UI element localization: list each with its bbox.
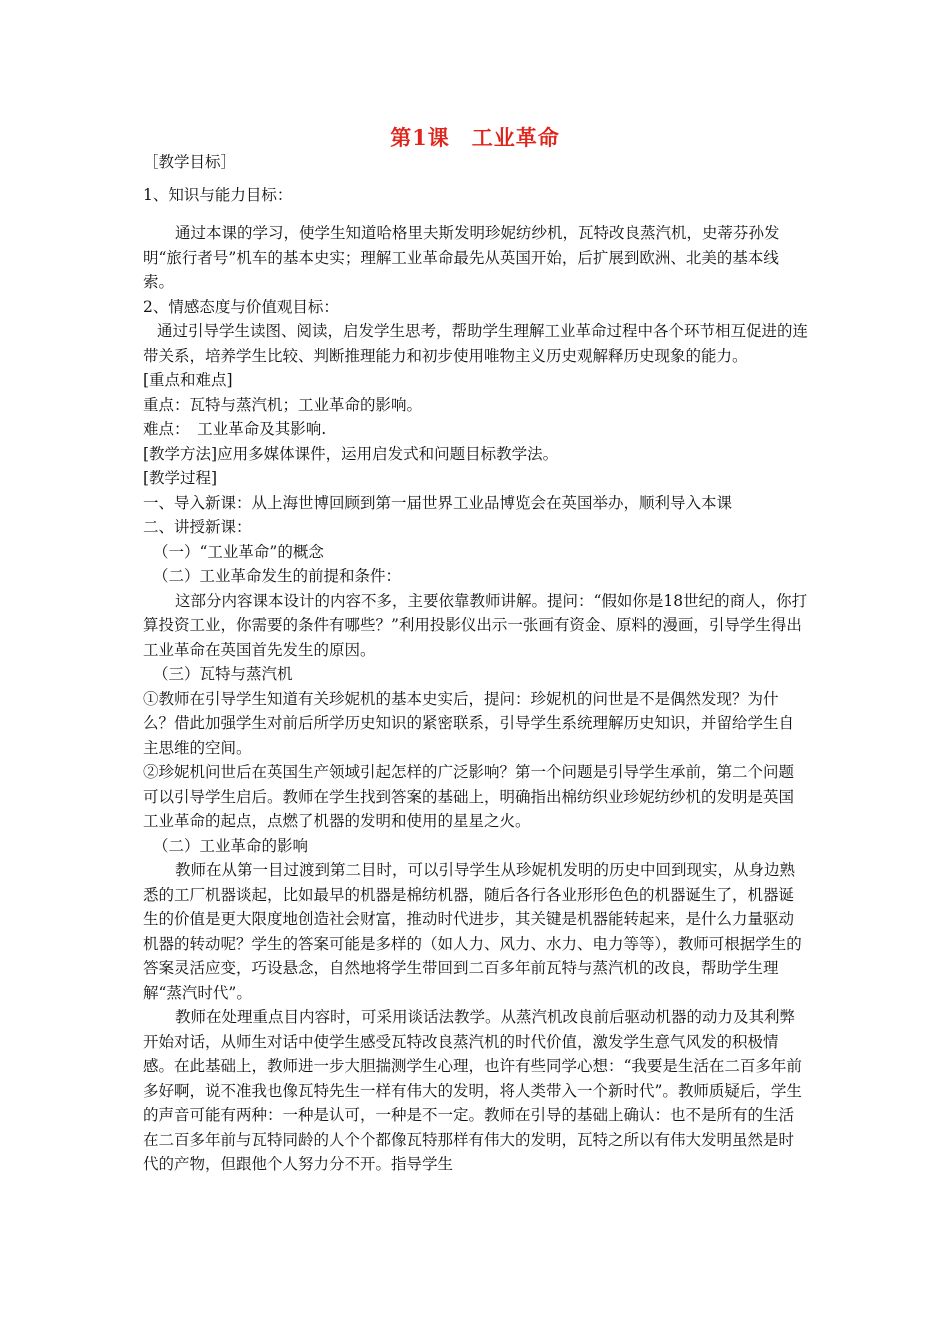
goal-knowledge-text: 通过本课的学习，使学生知道哈格里夫斯发明珍妮纺纱机，瓦特改良蒸汽机，史蒂芬孙发明“旅行者号”机车的基本史实；理解工业革命最先从英国开始，后扩展到欧洲、北美的基本线索。 xyxy=(143,224,780,291)
lesson-body xyxy=(143,150,809,1177)
process-lecture-heading: 二、讲授新课： xyxy=(143,518,252,536)
subsection-concept: （一）“工业革命”的概念 xyxy=(153,542,324,561)
watt-point-2: ②珍妮机问世后在英国生产领域引起怎样的广泛影响？第一个问题是引导学生承前，第二个问题可以引导学生启后。教师在学生找到答案的基础上，明确指出棉纺织业珍妮纺纱机的发明是英国工业革命的起点，点燃了机器的发明和使用的星星之火。 xyxy=(143,763,795,830)
teaching-method-text: [教学方法]应用多媒体课件，运用启发式和问题目标教学法。 xyxy=(143,444,559,463)
lesson-title: 第1课 工业革命 xyxy=(390,125,560,150)
goal-knowledge-heading: 1、知识与能力目标： xyxy=(143,185,293,204)
key-point-text: 重点：瓦特与蒸汽机；工业革命的影响。 xyxy=(143,395,423,414)
subsection-watt: （三）瓦特与蒸汽机 xyxy=(153,665,293,683)
goal-attitude-text: 通过引导学生读图、阅读，启发学生思考，帮助学生理解工业革命过程中各个环节相互促进的连带关系，培养学生比较、判断推理能力和初步使用唯物主义历史观解释历史现象的能力。 xyxy=(143,322,809,365)
process-intro-text: 一、导入新课：从上海世博回顾到第一届世界工业品博览会在英国举办，顺利导入本课 xyxy=(143,493,733,512)
section-heading-process: [教学过程] xyxy=(143,469,218,487)
impact-text-2: 教师在处理重点目内容时，可采用谈话法教学。从蒸汽机改良前后驱动机器的动力及其利弊开始对话，从师生对话中使学生感受瓦特改良蒸汽机的时代价值，激发学生意气风发的积极情感。在此基础上，教师进一步大胆揣测学生心理，也许有些同学心想：“我要是生活在二百多年前多好啊，说不准我也像瓦特先生一样有伟大的发明，将人类带入一个新时代”。教师质疑后，学生的声音可能有两种：一种是认可，一种是不一定。教师在引导的基础上确认：也不是所有的生活在二百多年前与瓦特同龄的人个个都像瓦特那样有伟大的发明，瓦特之所以有伟大发明虽然是时代的产物，但跟他个人努力分不开。指导学生 xyxy=(143,1008,802,1173)
subsection-conditions: （二）工业革命发生的前提和条件： xyxy=(153,567,402,585)
section-heading-key-points: [重点和难点] xyxy=(143,371,233,389)
subsection-impact: （二）工业革命的影响 xyxy=(153,836,309,855)
impact-text-1: 教师在从第一目过渡到第二目时，可以引导学生从珍妮机发明的历史中回到现实，从身边熟悉的工厂机器谈起，比如最早的机器是棉纺机器，随后各行各业形形色色的机器诞生了，机器诞生的价值是更大限度地创造社会财富，推动时代进步，其关键是机器能转起来，是什么力量驱动机器的转动呢？学生的答案可能是多样的（如人力、风力、水力、电力等等），教师可根据学生的答案灵活应变，巧设悬念，自然地将学生带回到二百多年前瓦特与蒸汽机的改良，帮助学生理解“蒸汽时代”。 xyxy=(143,861,802,1002)
conditions-text: 这部分内容课本设计的内容不多，主要依靠教师讲解。提问：“假如你是18世纪的商人，你打算投资工业，你需要的条件有哪些？”利用投影仪出示一张画有资金、原料的漫画，引导学生得出工业革命在英国首先发生的原因。 xyxy=(143,591,808,659)
section-heading-teaching-goals: ［教学目标］ xyxy=(143,153,237,171)
difficulty-text: 难点： 工业革命及其影响. xyxy=(143,420,327,438)
goal-attitude-heading: 2、情感态度与价值观目标： xyxy=(143,297,339,316)
watt-point-1: ①教师在引导学生知道有关珍妮机的基本史实后，提问：珍妮机的问世是不是偶然发现？为什么？借此加强学生对前后所学历史知识的紧密联系，引导学生系统理解历史知识，并留给学生自主思维的空间。 xyxy=(143,689,795,757)
